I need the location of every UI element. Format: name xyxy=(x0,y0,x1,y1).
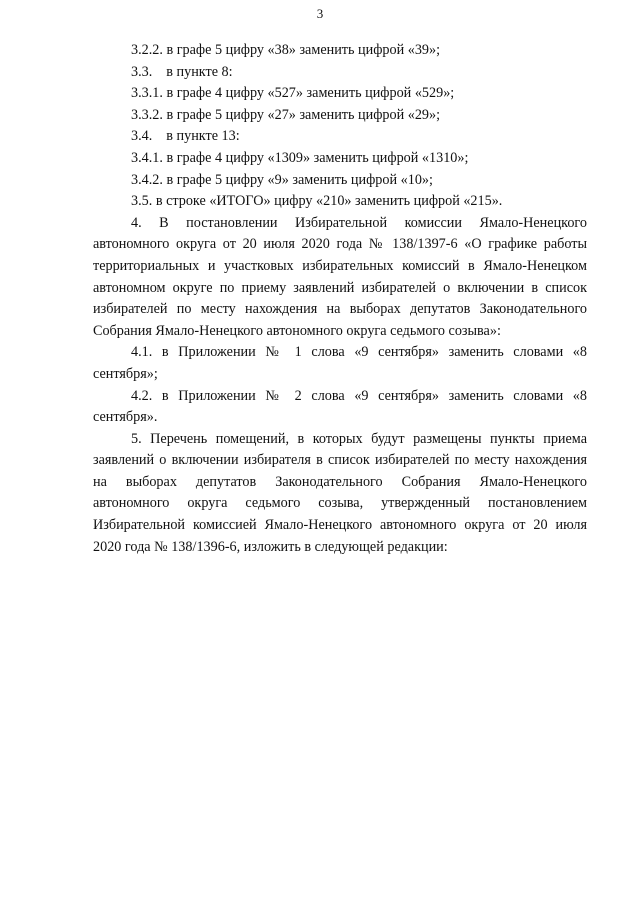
list-item xyxy=(93,191,587,213)
paragraph-5: 5. Перечень помещений, в которых будут размещены пункты приема заявлений о включении избирателя в список избирателей по месту нахождения на выборах депутатов Законодательного Собрания Ямало-Ненецкого автономного округа седьмого созыва, утвержденный постановлением Избирательной комиссией Ямало-Ненецкого автономного округа от 20 июля 2020 года № 138/1396-6, изложить в следующей редакции: xyxy=(93,430,587,555)
item-number: 3.4. xyxy=(131,128,153,145)
list-item xyxy=(93,126,587,148)
paragraph-4: 4. В постановлении Избирательной комиссии Ямало-Ненецкого автономного округа от 20 июля 2020 года № 138/1397-6 «О графике работы территориальных и участковых избирательных комиссий в Ямало-Ненецком автономном округе по приему заявлений избирателей о включении в список избирателей по месту нахождения на выборах депутатов Законодательного Собрания Ямало-Ненецкого автономного округа седьмого созыва»: xyxy=(93,214,587,339)
item-text: в пункте 13: xyxy=(166,128,240,145)
item-text: в графе 5 цифру «27» заменить цифрой «29»; xyxy=(162,106,441,123)
item-number: 3.4.1. xyxy=(131,149,163,166)
page-number: 3 xyxy=(316,6,324,21)
item-number: 3.3. xyxy=(131,63,153,80)
item-number: 3.2.2. xyxy=(131,42,163,58)
item-number: 3.5. xyxy=(131,193,153,210)
item-text: в пункте 8: xyxy=(166,63,233,80)
item-text: в графе 4 цифру «1309» заменить цифрой «1310»; xyxy=(162,149,469,166)
list-item xyxy=(93,148,587,170)
item-text: в графе 5 цифру «38» заменить цифрой «39»; xyxy=(162,42,441,58)
list-item xyxy=(93,40,587,62)
item-number: 3.3.2. xyxy=(131,106,163,123)
item-number: 3.3.1. xyxy=(131,85,163,102)
paragraph-4-1: 4.1. в Приложении № 1 слова «9 сентября» заменить словами «8 сентября»; xyxy=(93,344,587,382)
list-item xyxy=(93,62,587,84)
paragraph-4-2: 4.2. в Приложении № 2 слова «9 сентября» заменить словами «8 сентября». xyxy=(93,387,587,426)
list-item xyxy=(93,170,587,192)
item-text: в графе 5 цифру «9» заменить цифрой «10»; xyxy=(162,171,433,188)
item-number: 3.4.2. xyxy=(131,171,163,188)
list-item xyxy=(93,83,587,105)
document-body xyxy=(93,40,587,558)
list-item xyxy=(93,105,587,127)
item-text: в строке «ИТОГО» цифру «210» заменить цифрой «215». xyxy=(152,193,503,210)
item-text: в графе 4 цифру «527» заменить цифрой «529»; xyxy=(162,85,455,102)
